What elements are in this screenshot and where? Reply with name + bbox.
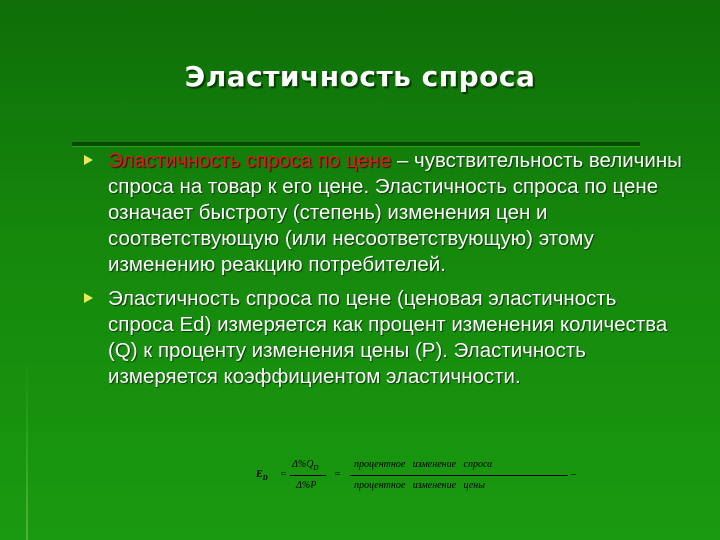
bullet-arrow-icon xyxy=(84,293,93,303)
formula-fraction2-numerator: процентное изменение спроса xyxy=(354,459,493,470)
bullet-text: Эластичность спроса по цене (ценовая эластичность спроса Ed) измеряется как процент изменения количества (Q) к проценту изменения цены (P). Эластичность измеряется коэффициентом эластичности. xyxy=(108,287,668,388)
decorative-vertical-line xyxy=(26,360,28,540)
bullet-text: – чувствительность величины спроса на товар к его цене. Эластичность спроса по цене означает быстроту (степень) изменения цен и соответствующую (или несоответствующую) этому изменению реакцию потребителей. xyxy=(108,149,682,276)
slide-title: Эластичность спроса xyxy=(184,60,536,93)
formula-fraction2-bar xyxy=(350,475,568,476)
highlighted-term: Эластичность спроса по цене xyxy=(108,149,392,172)
slide-body xyxy=(82,148,682,398)
formula-equals: = xyxy=(280,469,287,480)
formula-fraction1-bar xyxy=(290,475,326,476)
elasticity-formula xyxy=(250,456,580,496)
title-divider xyxy=(72,142,640,146)
formula-trailing-dash: – xyxy=(571,469,576,480)
formula-fraction1-denominator: Δ%P xyxy=(296,480,317,491)
bullet-item-measurement xyxy=(82,286,682,390)
formula-equals: = xyxy=(334,469,341,480)
formula-lhs: $E_D$ xyxy=(256,469,268,482)
bullet-item-definition xyxy=(82,148,682,278)
bullet-arrow-icon xyxy=(84,155,93,165)
formula-fraction2-denominator: процентное изменение цены xyxy=(354,480,485,491)
formula-fraction1-numerator: $\Delta\%Q_D$ xyxy=(292,459,319,472)
